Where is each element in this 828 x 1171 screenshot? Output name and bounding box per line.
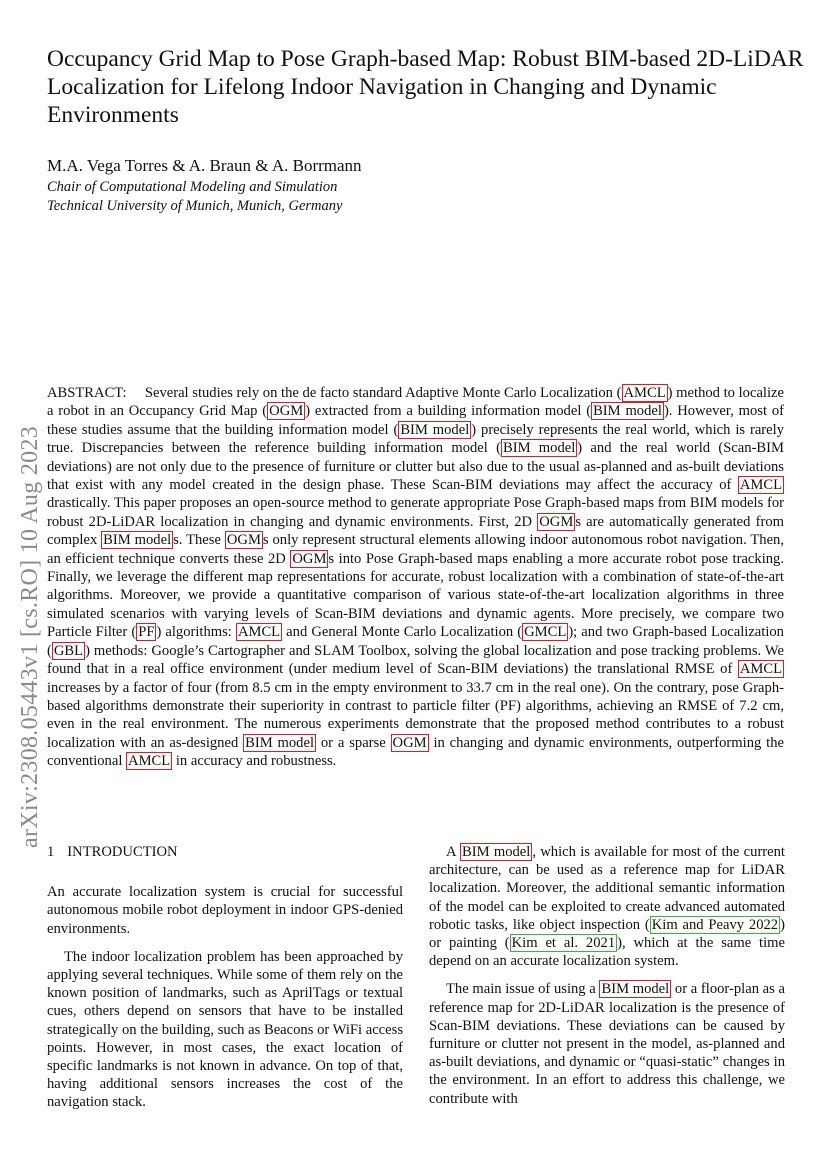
acronym-link-gmcl[interactable]: GMCL (524, 624, 567, 641)
acronym-link-amcl[interactable]: AMCL (237, 624, 281, 641)
intro-paragraph-4: The main issue of using a BIM model or a floor-plan as a reference map for 2D-LiDAR localization is the presence of Scan-BIM deviations. These deviations can be caused by furniture or clutter not present in the model, as-planned and as-built deviations, and dynamic or “quasi-static” changes in the environment. In an effort to address this challenge, we contribute with (429, 981, 785, 1107)
acronym-link-ogm[interactable]: OGM (292, 550, 327, 567)
acronym-link-bim-model[interactable]: BIM model (601, 981, 670, 998)
acronym-link-ogm[interactable]: OGM (539, 513, 574, 530)
acronym-link-ogm[interactable]: OGM (226, 532, 261, 549)
affiliation-chair: Chair of Computational Modeling and Simulation (47, 179, 338, 195)
abstract: ABSTRACT: Several studies rely on the de facto standard Adaptive Monte Carlo Localization ( AMCL ) method to localize a robot in an Occupancy Grid Map ( OGM ) extracted from a building information model ( BIM model ). However, most of these studies assume that the building information model ( BIM model ) precisely represents the real world, which is rarely true. Discrepancies between the reference building information model ( BIM model ) and the real world (Scan-BIM deviations) are not only due to the presence of furniture or clutter but also due to the usual as-planned and as-built deviations that exist with any model created in the design phase. These Scan-BIM deviations may affect the accuracy of AMCL drastically. This paper proposes an open-source method to generate appropriate Pose Graph-based maps from BIM models for robust 2D-LiDAR localization in changing and dynamic environments. First, 2D OGM s are automatically generated from complex BIM model s. These OGM s only represent structural elements allowing indoor autonomous robot navigation. Then, an efficient technique converts these 2D OGM s into Pose Graph-based maps enabling a more accurate robot pose tracking. Finally, we leverage the different map representations for accurate, robust localization with a combination of state-of-the-art algorithms. Moreover, we provide a quantitative comparison of various state-of-the-art localization algorithms in three simulated scenarios with varying levels of Scan-BIM deviations and dynamic agents. More precisely, we compare two Particle Filter ( PF ) algorithms: AMCL and General Monte Carlo Localization ( GMCL ); and two Graph-based Localization ( GBL ) methods: Google’s Cartographer and SLAM Toolbox, solving the global localization and pose tracking problems. We found that in a real office environment (under medium level of Scan-BIM deviations) the translational RMSE of AMCL increases by a factor of four (from 8.5 cm in the empty environment to 33.7 cm in the real one). On the contrary, pose Graph-based algorithms demonstrate their superiority in contrast to particle filter (PF) algorithms, achieving an RMSE of 7.2 cm, even in the real environment. The numerous experiments demonstrate that the proposed method contributes to a robust localization with an as-designed BIM model or a sparse OGM in changing and dynamic environments, outperforming the conventional AMCL in accuracy and robustness. (47, 385, 785, 770)
acronym-link-bim-model[interactable]: BIM model (593, 403, 662, 420)
acronym-link-bim-model[interactable]: BIM model (103, 532, 172, 549)
acronym-link-bim-model[interactable]: BIM model (502, 440, 576, 457)
right-column (429, 843, 785, 1118)
intro-paragraph-2: The indoor localization problem has been approached by applying several techniques. While some of them rely on the known position of landmarks, such as AprilTags or textual cues, others depend on sensors that have to be installed strategically on the building, such as Beacons or WiFi access points. However, in most cases, the exact location of specific landmarks is not known in advance. On top of that, having additional sensors increases the cost of the navigation stack. (47, 948, 403, 1111)
acronym-link-amcl[interactable]: AMCL (623, 385, 666, 401)
acronym-link-bim-model[interactable]: BIM model (462, 844, 531, 860)
section-number: 1 (47, 844, 55, 860)
acronym-link-amcl[interactable]: AMCL (739, 477, 782, 494)
acronym-link-amcl[interactable]: AMCL (128, 753, 171, 770)
section-title: INTRODUCTION (67, 844, 178, 860)
acronym-link-ogm[interactable]: OGM (392, 734, 427, 751)
acronym-link-amcl[interactable]: AMCL (739, 661, 782, 678)
section-heading-introduction (47, 843, 403, 861)
left-column (47, 843, 403, 1122)
intro-paragraph-3: A BIM model , which is available for most of the current architecture, can be used as a reference map for LiDAR localization. Moreover, the additional semantic information of the model can be exploited to create advanced automated robotic tasks, like object inspection ( Kim and Peavy 2022 ) or painting ( Kim et al. 2021 ), which at the same time depend on an accurate localization system. (429, 844, 785, 970)
paper-title: Occupancy Grid Map to Pose Graph-based Map: Robust BIM-based 2D-LiDAR Localization for Lifelong Indoor Navigation in Changing and Dynamic Environments (47, 46, 804, 128)
affiliation-university: Technical University of Munich, Munich, Germany (47, 198, 343, 214)
authors: M.A. Vega Torres & A. Braun & A. Borrmann (47, 156, 362, 175)
acronym-link-bim-model[interactable]: BIM model (400, 421, 470, 438)
abstract-label: ABSTRACT: (47, 385, 127, 401)
acronym-link-bim-model[interactable]: BIM model (245, 734, 315, 751)
intro-paragraph-1: An accurate localization system is crucial for successful autonomous mobile robot deployment in indoor GPS-denied environments. (47, 884, 403, 937)
acronym-link-gbl[interactable]: GBL (53, 642, 84, 659)
citation-link[interactable]: Kim et al. 2021 (511, 935, 616, 952)
citation-link[interactable]: Kim and Peavy 2022 (651, 916, 779, 933)
arxiv-identifier: arXiv:2308.05443v1 [cs.RO] 10 Aug 2023 (17, 425, 43, 848)
acronym-link-ogm[interactable]: OGM (269, 403, 304, 420)
acronym-link-pf[interactable]: PF (138, 624, 155, 641)
